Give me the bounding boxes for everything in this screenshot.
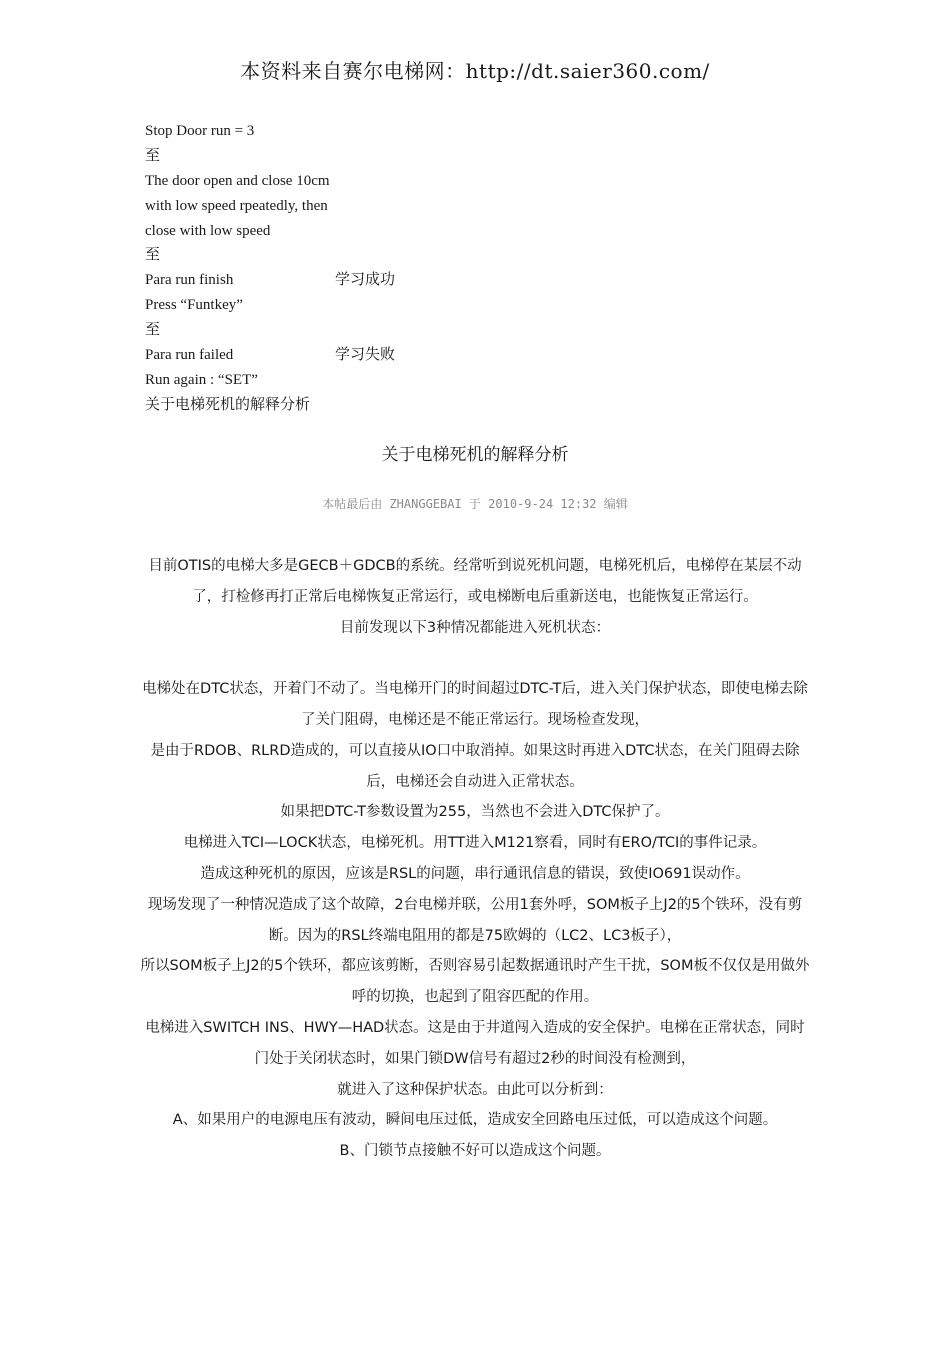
paragraph: 电梯进入SWITCH INS、HWY—HAD状态。这是由于井道闯入造成的安全保护。电梯在正常状态，同时门处于关闭状态时，如果门锁DW信号有超过2秒的时间没有检测到， bbox=[145, 1019, 805, 1067]
article-body bbox=[140, 551, 810, 1167]
notes-line-text: 至 bbox=[145, 147, 161, 164]
notes-line bbox=[145, 169, 565, 194]
notes-line bbox=[145, 243, 565, 268]
notes-line bbox=[145, 144, 565, 169]
notes-block bbox=[145, 119, 565, 418]
notes-line bbox=[145, 119, 565, 144]
article-title: 关于电梯死机的解释分析 bbox=[381, 445, 569, 465]
article bbox=[140, 440, 810, 1167]
notes-line-text: The door open and close 10cm bbox=[145, 172, 330, 189]
notes-line bbox=[145, 268, 565, 293]
paragraph: 目前OTIS的电梯大多是GECB＋GDCB的系统。经常听到说死机问题，电梯死机后，电梯停在某层不动了，打检修再打正常后电梯恢复正常运行，或电梯断电后重新送电，也能恢复正常运行。 bbox=[148, 558, 802, 605]
paragraph: 电梯进入TCI—LOCK状态，电梯死机。用TT进入M121察看，同时有ERO/TCI的事件记录。 bbox=[183, 835, 767, 852]
notes-line-text: Para run failed bbox=[145, 347, 234, 364]
paragraph: 现场发现了一种情况造成了这个故障，2台电梯并联，公用1套外呼，SOM板子上J2的5个铁环，没有剪断。因为的RSL终端电阻用的都是75欧姆的（LC2、LC3板子）， bbox=[147, 896, 803, 944]
notes-line-text: with low speed rpeatedly, then bbox=[145, 197, 328, 214]
paragraph: 电梯处在DTC状态，开着门不动了。当电梯开门的时间超过DTC-T后，进入关门保护状态，即使电梯去除了关门阻碍，电梯还是不能正常运行。现场检查发现， bbox=[142, 681, 808, 728]
notes-line-text: 至 bbox=[145, 322, 161, 339]
source-header: 本资料来自赛尔电梯网：http://dt.saier360.com/ bbox=[240, 59, 710, 83]
notes-line bbox=[145, 343, 565, 368]
paragraph: 如果把DTC-T参数设置为255，当然也不会进入DTC保护了。 bbox=[280, 804, 670, 821]
notes-line bbox=[145, 219, 565, 244]
notes-line-text: close with low speed bbox=[145, 222, 271, 239]
notes-line-text: Press “Funtkey” bbox=[145, 297, 243, 314]
notes-line-text: 至 bbox=[145, 247, 161, 264]
notes-line-text: Run again : “SET” bbox=[145, 371, 258, 388]
paragraph: 所以SOM板子上J2的5个铁环，都应该剪断，否则容易引起数据通讯时产生干扰，SOM板不仅仅是用做外呼的切换，也起到了阻容匹配的作用。 bbox=[140, 958, 810, 1006]
paragraph: 是由于RDOB、RLRD造成的，可以直接从IO口中取消掉。如果这时再进入DTC状态，在关门阻碍去除后，电梯还会自动进入正常状态。 bbox=[150, 742, 800, 790]
blank-line bbox=[140, 643, 810, 674]
notes-line-text: Stop Door run = 3 bbox=[145, 123, 255, 139]
paragraph: 造成这种死机的原因，应该是RSL的问题，串行通讯信息的错误，致使IO691误动作。 bbox=[200, 865, 750, 882]
paragraph: 目前发现以下3种情况都能进入死机状态： bbox=[339, 619, 611, 636]
notes-line-result: 学习失败 bbox=[335, 347, 396, 364]
paragraph: 就进入了这种保护状态。由此可以分析到： bbox=[337, 1081, 613, 1098]
paragraph: A、如果用户的电源电压有波动，瞬间电压过低，造成安全回路电压过低，可以造成这个问题。 bbox=[172, 1112, 778, 1129]
notes-line-text: Para run finish bbox=[145, 272, 234, 289]
notes-line-result: 学习成功 bbox=[335, 272, 396, 289]
notes-line-text: 关于电梯死机的解释分析 bbox=[145, 396, 311, 413]
notes-line bbox=[145, 293, 565, 318]
notes-line bbox=[145, 393, 565, 418]
notes-line bbox=[145, 194, 565, 219]
paragraph: B、门锁节点接触不好可以造成这个问题。 bbox=[339, 1143, 611, 1160]
notes-line bbox=[145, 368, 565, 393]
notes-line bbox=[145, 318, 565, 343]
edit-meta: 本帖最后由 ZHANGGEBAI 于 2010-9-24 12:32 编辑 bbox=[322, 497, 628, 511]
